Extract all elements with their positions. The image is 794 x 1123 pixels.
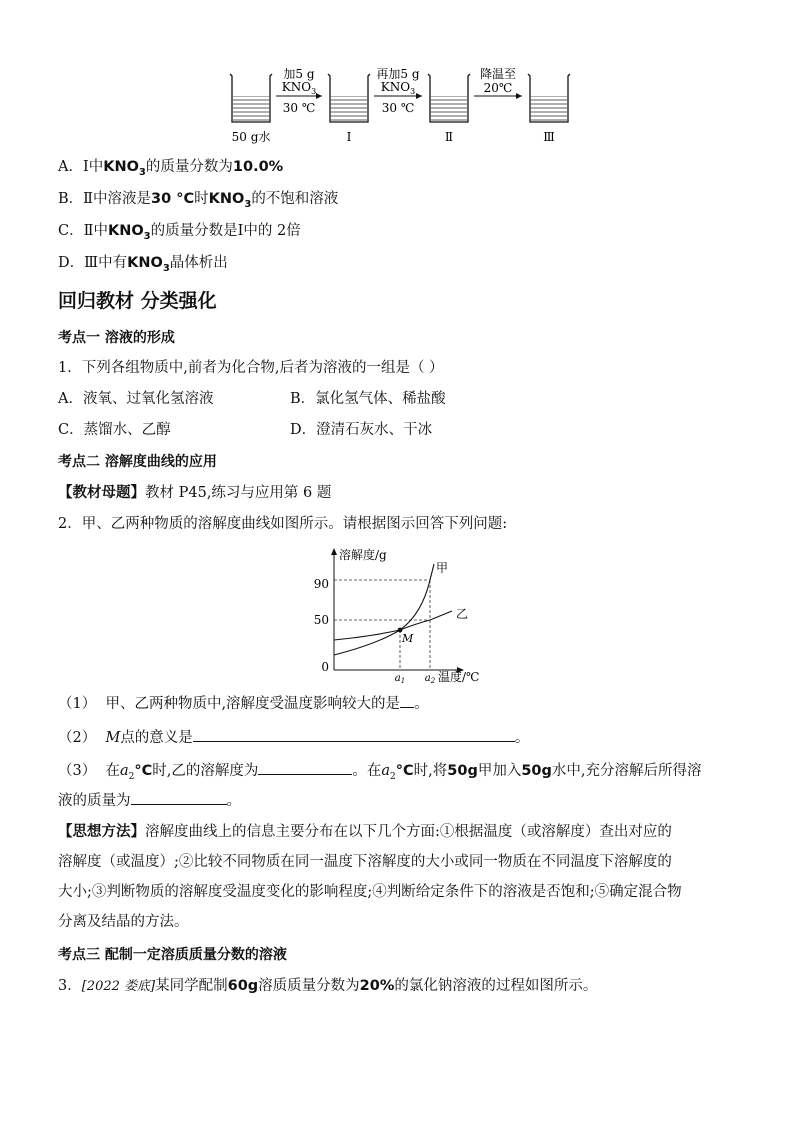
kp1-question: 1．下列各组物质中,前者为化合物,后者为溶液的一组是（ ） bbox=[58, 360, 444, 376]
step3-line2: 20℃ bbox=[483, 81, 513, 95]
kp3-title: 考点三 配制一定溶质质量分数的溶液 bbox=[58, 947, 287, 963]
kp2-sub3-line1: （3） 在$a_2^\circ C$时,乙的溶解度为 。在$a_2^\circ C$时,将50g甲加入50g水中,充分溶解后所得溶 bbox=[58, 760, 702, 787]
step1-line2: $KNO_3$ bbox=[281, 80, 317, 96]
kp1-title: 考点一 溶液的形成 bbox=[58, 330, 175, 346]
section-title: 回归教材 分类强化 bbox=[58, 290, 217, 312]
kp3-question: 3．[2022 娄底]某同学配制60g溶质质量分数为20%的氯化钠溶液的过程如图所示。 bbox=[58, 978, 598, 994]
y-tick-50: 50 bbox=[313, 613, 329, 627]
kp2-title: 考点二 溶解度曲线的应用 bbox=[58, 454, 217, 470]
step2-line1: 再加5 g bbox=[376, 67, 420, 81]
prev-option-b: B．Ⅱ中溶液是30 °C时$KNO_3$的不饱和溶液 bbox=[58, 191, 339, 210]
kp2-question: 2．甲、乙两种物质的溶解度曲线如图所示。请根据图示回答下列问题: bbox=[58, 516, 508, 532]
x-axis-label: 温度/℃ bbox=[438, 670, 480, 684]
kp2-sub1: （1） 甲、乙两种物质中,溶解度受温度影响较大的是 。 bbox=[58, 693, 429, 714]
prev-option-a: A．Ⅰ中$KNO_3$的质量分数为10.0% bbox=[58, 159, 284, 178]
kp1-option-d: D．澄清石灰水、干冰 bbox=[290, 422, 433, 438]
y-tick-0: 0 bbox=[321, 660, 329, 674]
prev-option-c: C．Ⅱ中$KNO_3$的质量分数是Ⅰ中的 2倍 bbox=[58, 223, 301, 242]
beaker-1 bbox=[328, 74, 370, 122]
beaker-experiment-figure bbox=[220, 62, 580, 146]
kp1-option-a: A．液氧、过氧化氢溶液 bbox=[58, 391, 214, 407]
method-tag: 【思想方法】 bbox=[58, 824, 145, 840]
answer-blank-4[interactable] bbox=[131, 790, 227, 805]
kp1-option-c: C．蒸馏水、乙醇 bbox=[58, 422, 171, 438]
kp2-tag: 【教材母题】 bbox=[58, 485, 145, 501]
x-tick-a1: $a_1$ bbox=[394, 673, 406, 685]
step2-line2: $KNO_3$ bbox=[380, 80, 416, 96]
step1-line3: 30 ℃ bbox=[282, 101, 316, 115]
step1-line1: 加5 g bbox=[283, 67, 315, 81]
kp1-option-b: B．氯化氢气体、稀盐酸 bbox=[290, 391, 446, 407]
beaker-2 bbox=[428, 74, 470, 122]
solubility-chart bbox=[310, 540, 500, 690]
beaker-label-2: Ⅱ bbox=[444, 130, 454, 144]
kp2-sub3-line2: 液的质量为 。 bbox=[58, 790, 241, 811]
prev-option-d: D．Ⅲ中有$KNO_3$晶体析出 bbox=[58, 255, 228, 274]
point-m-label: M bbox=[402, 632, 414, 645]
kp2-source-line bbox=[58, 483, 331, 503]
beaker-0 bbox=[230, 74, 272, 122]
beaker-label-1: Ⅰ bbox=[346, 130, 352, 144]
step3-line1: 降温至 bbox=[479, 67, 517, 81]
series-label-yi: 乙 bbox=[456, 607, 469, 621]
series-yi-line bbox=[334, 611, 452, 640]
y-axis-label: 溶解度/g bbox=[339, 548, 387, 562]
method-paragraph: 【思想方法】溶解度曲线上的信息主要分布在以下几个方面:①根据温度（或溶解度）查出对应的 溶解度（或温度）;②比较不同物质在同一温度下溶解度的大小或同一物质在不同温度下溶解度的 大小;③判断物质的溶解度受温度变化的影响程度;④判断给定条件下的溶液是否饱和;⑤确定混合物 分离及结晶的方法。 bbox=[58, 824, 682, 930]
series-jia-line bbox=[334, 564, 434, 655]
answer-blank-3[interactable] bbox=[258, 760, 352, 775]
x-tick-a2: $a_2$ bbox=[424, 673, 436, 685]
start-label: 50 g水 bbox=[231, 130, 271, 144]
kp2-sub2: （2） M点的意义是 。 bbox=[58, 727, 529, 748]
answer-blank-2[interactable] bbox=[193, 727, 515, 742]
y-tick-90: 90 bbox=[313, 577, 329, 591]
answer-blank-1[interactable] bbox=[400, 693, 414, 708]
beaker-label-3: Ⅲ bbox=[543, 130, 555, 144]
kp2-source: 教材 P45,练习与应用第 6 题 bbox=[145, 485, 332, 501]
step2-line3: 30 ℃ bbox=[381, 101, 415, 115]
series-label-jia: 甲 bbox=[436, 561, 449, 575]
beaker-3 bbox=[528, 74, 570, 122]
